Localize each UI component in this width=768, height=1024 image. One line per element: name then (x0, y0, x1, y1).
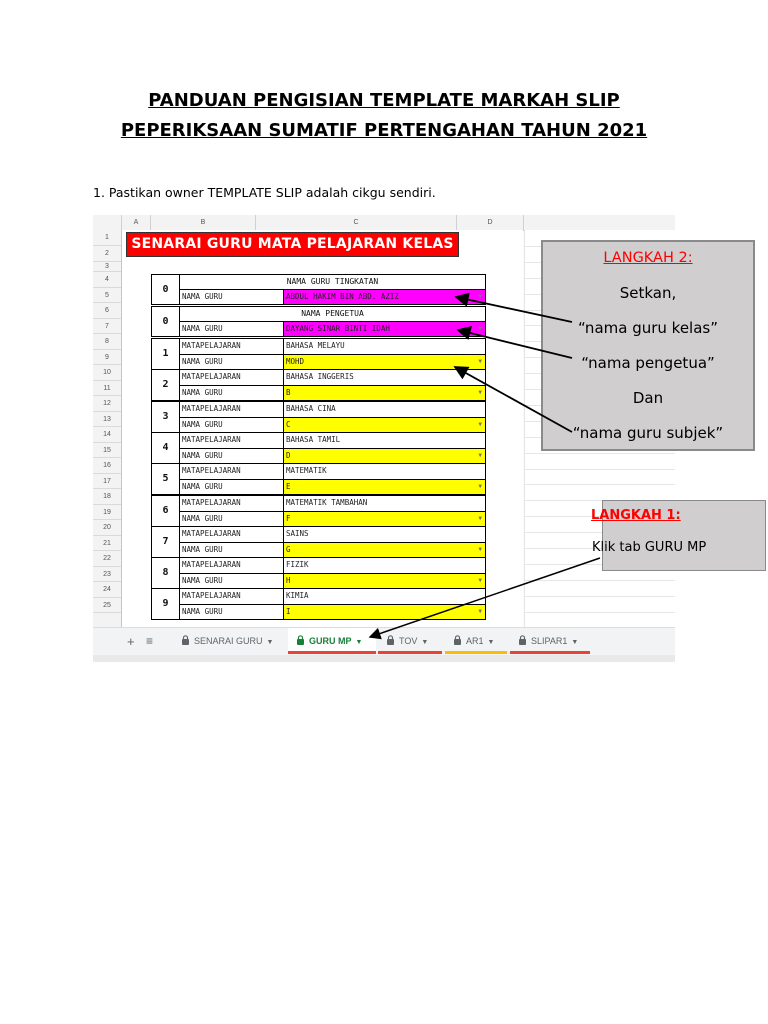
subject-number[interactable]: 5 (151, 463, 180, 495)
row-header[interactable]: 17 (93, 474, 121, 489)
chevron-down-icon[interactable]: ▼ (266, 639, 274, 646)
callout-step-2-heading: LANGKAH 2: (603, 250, 693, 266)
subject-name[interactable]: BAHASA CINA (283, 401, 486, 418)
row-header[interactable]: 25 (93, 598, 121, 613)
teacher-label[interactable]: NAMA GURU (179, 511, 284, 527)
chevron-down-icon[interactable]: ▼ (478, 452, 482, 459)
chevron-down-icon[interactable]: ▼ (355, 639, 363, 646)
callout-step-1-text: Klik tab GURU MP (592, 540, 707, 555)
chevron-down-icon[interactable]: ▼ (478, 389, 482, 396)
arrow-to-principal (458, 330, 572, 358)
class-teacher-label[interactable]: NAMA GURU (179, 289, 284, 305)
sheet-banner[interactable]: SENARAI GURU MATA PELAJARAN KELAS (126, 232, 459, 257)
chevron-down-icon[interactable]: ▼ (421, 639, 429, 646)
arrow-to-class-teacher (456, 297, 572, 322)
row-header[interactable]: 15 (93, 443, 121, 458)
teacher-label[interactable]: NAMA GURU (179, 573, 284, 589)
principal-label[interactable]: NAMA GURU (179, 321, 284, 337)
subject-label[interactable]: MATAPELAJARAN (179, 495, 284, 512)
row-header[interactable]: 1 (93, 230, 121, 246)
row-header[interactable]: 2 (93, 246, 121, 262)
row-header[interactable]: 24 (93, 582, 121, 598)
class-teacher-name: ABDUL HAKIM BIN ABD. AZIZ (286, 292, 399, 301)
all-sheets-icon[interactable]: ≡ (146, 634, 154, 648)
callout-step-2-line1: Setkan, (619, 284, 677, 302)
row-header[interactable]: 3 (93, 262, 121, 272)
subject-name[interactable]: FIZIK (283, 557, 486, 574)
chevron-down-icon[interactable]: ▼ (478, 546, 482, 553)
subject-name[interactable]: BAHASA TAMIL (283, 432, 486, 449)
subject-teacher-name: E (286, 482, 291, 491)
row-header[interactable]: 8 (93, 334, 121, 350)
subject-number[interactable]: 2 (151, 369, 180, 401)
subject-teacher-name: C (286, 420, 291, 429)
subject-number[interactable]: 8 (151, 557, 180, 589)
subject-label[interactable]: MATAPELAJARAN (179, 369, 284, 386)
tab-label: AR1 (466, 636, 484, 646)
arrow-to-guru-mp-tab (370, 558, 600, 637)
subject-name[interactable]: SAINS (283, 526, 486, 543)
teacher-label[interactable]: NAMA GURU (179, 354, 284, 370)
row-header[interactable]: 23 (93, 567, 121, 582)
row-header[interactable]: 21 (93, 536, 121, 551)
row-header[interactable]: 14 (93, 427, 121, 443)
teacher-label[interactable]: NAMA GURU (179, 604, 284, 620)
subject-name[interactable]: MATEMATIK (283, 463, 486, 480)
chevron-down-icon[interactable]: ▼ (478, 293, 482, 300)
add-sheet-icon[interactable]: + (127, 634, 135, 649)
subject-name[interactable]: MATEMATIK TAMBAHAN (283, 495, 486, 512)
subject-teacher-name: G (286, 545, 291, 554)
teacher-label[interactable]: NAMA GURU (179, 448, 284, 464)
row-header[interactable]: 22 (93, 551, 121, 567)
row-header[interactable]: 10 (93, 365, 121, 381)
teacher-label[interactable]: NAMA GURU (179, 479, 284, 495)
subject-number[interactable]: 3 (151, 401, 180, 433)
chevron-down-icon[interactable]: ▼ (478, 577, 482, 584)
tab-label: TOV (399, 636, 418, 646)
row-header[interactable]: 4 (93, 272, 121, 288)
chevron-down-icon[interactable]: ▼ (478, 358, 482, 365)
callout-step-2-line2: “nama guru kelas” (577, 319, 719, 337)
document-title-line1: PANDUAN PENGISIAN TEMPLATE MARKAH SLIP (148, 90, 620, 111)
subject-label[interactable]: MATAPELAJARAN (179, 432, 284, 449)
callout-step-1-heading: LANGKAH 1: (591, 508, 681, 523)
subject-number[interactable]: 6 (151, 495, 180, 527)
callout-step-2-line3: “nama pengetua” (581, 354, 715, 372)
subject-number[interactable]: 4 (151, 432, 180, 464)
chevron-down-icon[interactable]: ▼ (478, 483, 482, 490)
row-header[interactable]: 19 (93, 505, 121, 520)
subject-label[interactable]: MATAPELAJARAN (179, 401, 284, 418)
subject-label[interactable]: MATAPELAJARAN (179, 338, 284, 355)
row-header[interactable]: 5 (93, 288, 121, 303)
column-header-c[interactable]: C (256, 215, 457, 230)
row-header[interactable]: 13 (93, 412, 121, 427)
subject-label[interactable]: MATAPELAJARAN (179, 557, 284, 574)
tab-label: GURU MP (309, 636, 352, 646)
teacher-label[interactable]: NAMA GURU (179, 417, 284, 433)
document-title-line2: PEPERIKSAAN SUMATIF PERTENGAHAN TAHUN 2021 (120, 120, 648, 141)
subject-label[interactable]: MATAPELAJARAN (179, 463, 284, 480)
subject-number[interactable]: 7 (151, 526, 180, 558)
column-header-a[interactable]: A (122, 215, 151, 230)
callout-step-2-line4: Dan (632, 389, 664, 407)
callout-step-2-line5: “nama guru subjek” (572, 424, 724, 442)
principal-num[interactable]: 0 (151, 306, 180, 337)
row-header[interactable]: 6 (93, 303, 121, 319)
subject-teacher-name: F (286, 514, 291, 523)
chevron-down-icon[interactable]: ▼ (478, 325, 482, 332)
row-header[interactable]: 20 (93, 520, 121, 536)
instruction-step-1: 1. Pastikan owner TEMPLATE SLIP adalah cikgu sendiri. (93, 185, 436, 200)
chevron-down-icon[interactable]: ▼ (487, 639, 495, 646)
subject-teacher-name: I (286, 607, 291, 616)
chevron-down-icon[interactable]: ▼ (478, 515, 482, 522)
chevron-down-icon[interactable]: ▼ (571, 639, 579, 646)
subject-teacher-name: D (286, 451, 291, 460)
column-header-d[interactable]: D (457, 215, 524, 230)
teacher-label[interactable]: NAMA GURU (179, 542, 284, 558)
teacher-label[interactable]: NAMA GURU (179, 385, 284, 401)
chevron-down-icon[interactable]: ▼ (478, 608, 482, 615)
subject-number[interactable]: 9 (151, 588, 180, 620)
subject-name[interactable]: KIMIA (283, 588, 486, 605)
subject-label[interactable]: MATAPELAJARAN (179, 526, 284, 543)
subject-teacher-name: MOHD (286, 357, 305, 366)
row-header[interactable]: 12 (93, 396, 121, 412)
tab-label: SENARAI GURU (194, 636, 263, 646)
subject-label[interactable]: MATAPELAJARAN (179, 588, 284, 605)
arrow-to-subject-teacher (455, 367, 572, 432)
class-teacher-num[interactable]: 0 (151, 274, 180, 305)
row-header[interactable]: 9 (93, 350, 121, 365)
row-header[interactable]: 7 (93, 319, 121, 334)
subject-name[interactable]: BAHASA INGGERIS (283, 369, 486, 386)
row-header[interactable]: 18 (93, 489, 121, 505)
subject-number[interactable]: 1 (151, 338, 180, 370)
subject-teacher-name: H (286, 576, 291, 585)
class-teacher-header[interactable]: NAMA GURU TINGKATAN (179, 274, 486, 290)
row-header[interactable]: 16 (93, 458, 121, 474)
row-header[interactable]: 11 (93, 381, 121, 396)
column-header-b[interactable]: B (151, 215, 256, 230)
subject-name[interactable]: BAHASA MELAYU (283, 338, 486, 355)
principal-header[interactable]: NAMA PENGETUA (179, 306, 486, 322)
subject-teacher-name: B (286, 388, 291, 397)
chevron-down-icon[interactable]: ▼ (478, 421, 482, 428)
tab-label: SLIPAR1 (531, 636, 568, 646)
principal-name: DAYANG SINAR BINTI IDAH (286, 324, 390, 333)
